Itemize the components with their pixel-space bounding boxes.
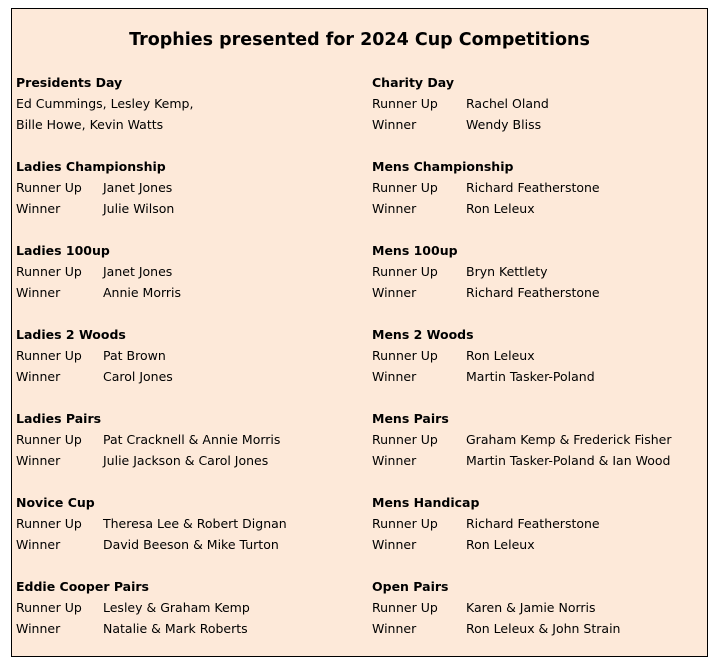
winner-name: Richard Featherstone	[466, 285, 600, 300]
participants-line: Bille Howe, Kevin Watts	[16, 117, 164, 132]
runner-up-name: Richard Featherstone	[466, 180, 600, 195]
winner-row	[16, 618, 287, 639]
winner-name: David Beeson & Mike Turton	[103, 537, 279, 552]
competition-mens-handicap	[372, 492, 671, 576]
runner-up-label: Runner Up	[16, 348, 82, 363]
competition-novice-cup	[16, 492, 287, 576]
winner-name: Ron Leleux	[466, 201, 535, 216]
runner-up-row	[372, 429, 671, 450]
winner-label: Winner	[372, 117, 417, 132]
competition-title: Mens 2 Woods	[372, 327, 474, 342]
competition-title: Novice Cup	[16, 495, 95, 510]
runner-up-row	[16, 429, 287, 450]
runner-up-row	[16, 597, 287, 618]
winner-label: Winner	[372, 537, 417, 552]
competition-ladies-2-woods	[16, 324, 287, 408]
winner-row	[16, 198, 287, 219]
competition-title: Open Pairs	[372, 579, 449, 594]
competition-mens-2-woods	[372, 324, 671, 408]
runner-up-row	[16, 177, 287, 198]
winner-name: Carol Jones	[103, 369, 173, 384]
runner-up-row	[372, 597, 671, 618]
winner-row	[16, 366, 287, 387]
winner-label: Winner	[16, 621, 61, 636]
competition-charity-day	[372, 72, 671, 156]
winner-row	[16, 450, 287, 471]
competition-title: Mens Pairs	[372, 411, 449, 426]
competition-ladies-100up	[16, 240, 287, 324]
runner-up-label: Runner Up	[16, 600, 82, 615]
winner-row	[16, 534, 287, 555]
runner-up-row	[372, 261, 671, 282]
winner-label: Winner	[16, 453, 61, 468]
competition-mens-championship	[372, 156, 671, 240]
winner-name: Julie Jackson & Carol Jones	[103, 453, 269, 468]
trophies-panel	[11, 8, 708, 657]
winner-label: Winner	[16, 537, 61, 552]
left-column	[16, 72, 287, 660]
competition-title: Eddie Cooper Pairs	[16, 579, 149, 594]
winner-name: Natalie & Mark Roberts	[103, 621, 248, 636]
competition-mens-pairs	[372, 408, 671, 492]
runner-up-label: Runner Up	[372, 600, 438, 615]
runner-up-name: Bryn Kettlety	[466, 264, 548, 279]
runner-up-label: Runner Up	[372, 348, 438, 363]
competition-title: Presidents Day	[16, 75, 123, 90]
winner-row	[372, 450, 671, 471]
competition-title: Ladies 2 Woods	[16, 327, 126, 342]
winner-label: Winner	[372, 369, 417, 384]
winner-name: Annie Morris	[103, 285, 182, 300]
runner-up-label: Runner Up	[16, 180, 82, 195]
competition-title: Mens Championship	[372, 159, 514, 174]
runner-up-name: Karen & Jamie Norris	[466, 600, 596, 615]
runner-up-label: Runner Up	[372, 180, 438, 195]
winner-row	[372, 534, 671, 555]
runner-up-row	[372, 93, 671, 114]
competition-title: Charity Day	[372, 75, 455, 90]
winner-name: Ron Leleux & John Strain	[466, 621, 621, 636]
runner-up-row	[16, 261, 287, 282]
runner-up-name: Pat Cracknell & Annie Morris	[103, 432, 281, 447]
runner-up-name: Graham Kemp & Frederick Fisher	[466, 432, 672, 447]
winner-label: Winner	[16, 201, 61, 216]
winner-row	[372, 282, 671, 303]
competition-ladies-pairs	[16, 408, 287, 492]
competition-mens-100up	[372, 240, 671, 324]
winner-row	[372, 114, 671, 135]
winner-name: Martin Tasker-Poland & Ian Wood	[466, 453, 671, 468]
competition-presidents-day	[16, 72, 287, 156]
runner-up-row	[16, 513, 287, 534]
runner-up-label: Runner Up	[372, 264, 438, 279]
page-title: Trophies presented for 2024 Cup Competitions	[129, 30, 590, 50]
winner-label: Winner	[372, 453, 417, 468]
winner-name: Julie Wilson	[103, 201, 175, 216]
competition-eddie-cooper-pairs	[16, 576, 287, 660]
runner-up-row	[372, 177, 671, 198]
runner-up-name: Janet Jones	[103, 180, 173, 195]
winner-row	[372, 618, 671, 639]
winner-row	[372, 366, 671, 387]
runner-up-label: Runner Up	[372, 96, 438, 111]
winner-name: Ron Leleux	[466, 537, 535, 552]
runner-up-name: Lesley & Graham Kemp	[103, 600, 250, 615]
winner-row	[16, 282, 287, 303]
runner-up-label: Runner Up	[16, 432, 82, 447]
runner-up-row	[16, 345, 287, 366]
runner-up-name: Richard Featherstone	[466, 516, 600, 531]
runner-up-label: Runner Up	[16, 516, 82, 531]
runner-up-label: Runner Up	[16, 264, 82, 279]
competition-open-pairs	[372, 576, 671, 660]
competition-title: Ladies Pairs	[16, 411, 102, 426]
right-column	[372, 72, 671, 660]
winner-label: Winner	[372, 285, 417, 300]
winner-name: Martin Tasker-Poland	[466, 369, 595, 384]
competition-title: Mens 100up	[372, 243, 458, 258]
winner-label: Winner	[16, 285, 61, 300]
runner-up-row	[372, 345, 671, 366]
runner-up-name: Theresa Lee & Robert Dignan	[103, 516, 287, 531]
runner-up-label: Runner Up	[372, 432, 438, 447]
runner-up-name: Ron Leleux	[466, 348, 535, 363]
competition-ladies-championship	[16, 156, 287, 240]
runner-up-name: Pat Brown	[103, 348, 166, 363]
winner-name: Wendy Bliss	[466, 117, 542, 132]
winner-label: Winner	[16, 369, 61, 384]
participants-line: Ed Cummings, Lesley Kemp,	[16, 96, 194, 111]
winner-label: Winner	[372, 201, 417, 216]
runner-up-name: Rachel Oland	[466, 96, 549, 111]
competition-title: Ladies Championship	[16, 159, 166, 174]
runner-up-row	[372, 513, 671, 534]
competition-title: Ladies 100up	[16, 243, 110, 258]
runner-up-name: Janet Jones	[103, 264, 173, 279]
competition-title: Mens Handicap	[372, 495, 480, 510]
winner-label: Winner	[372, 621, 417, 636]
runner-up-label: Runner Up	[372, 516, 438, 531]
winner-row	[372, 198, 671, 219]
